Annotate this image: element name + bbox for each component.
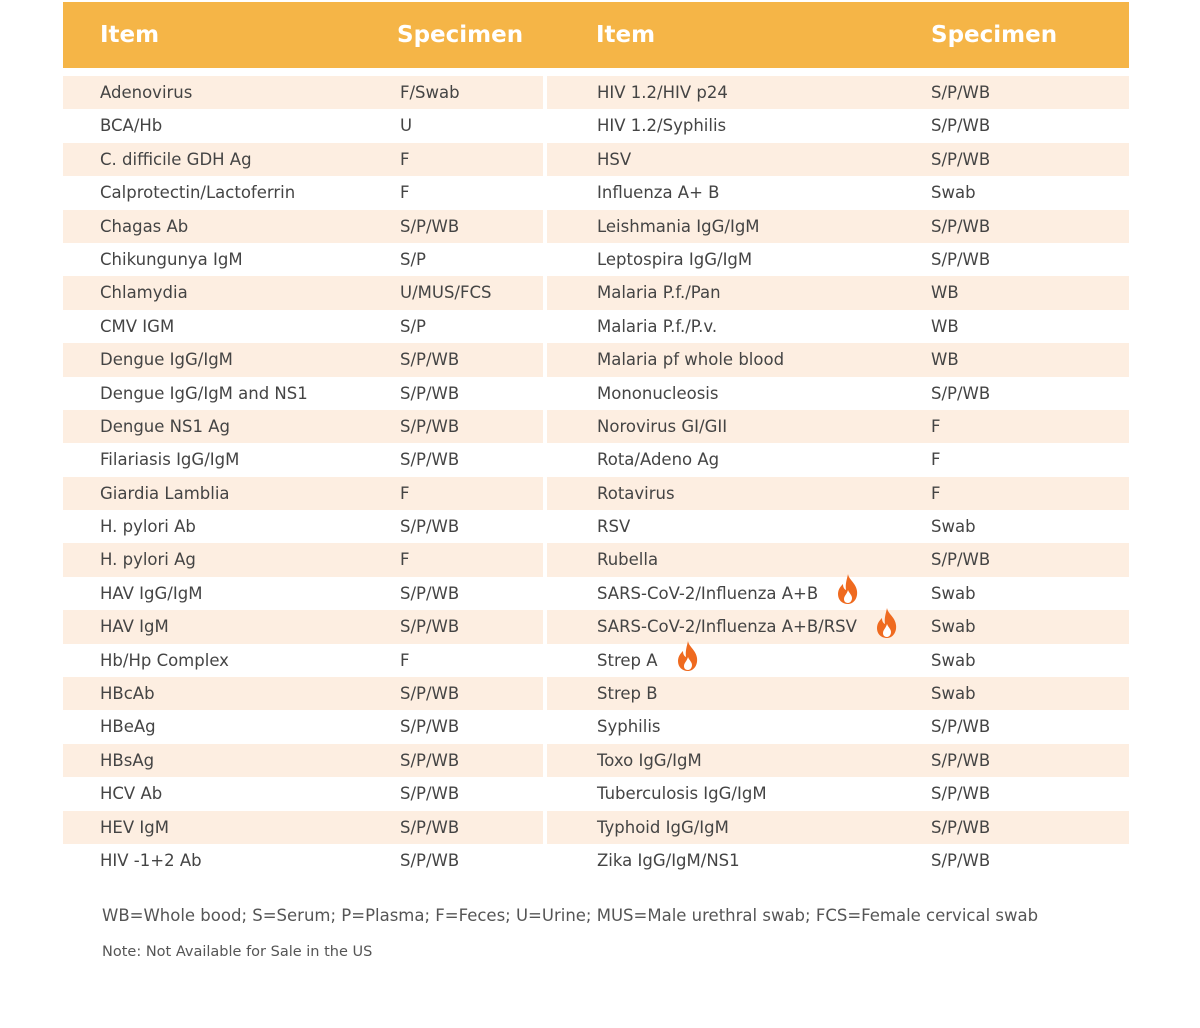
specimen-type: F — [400, 483, 410, 503]
table-row — [547, 610, 1129, 643]
table-row — [547, 210, 1129, 243]
item-name: RSV — [597, 517, 631, 537]
specimen-type: Swab — [931, 684, 976, 704]
item-name: HIV 1.2/Syphilis — [597, 116, 727, 136]
item-name: HSV — [597, 149, 632, 169]
item-name: Calprotectin/Lactoferrin — [100, 183, 296, 203]
specimen-type: S/P/WB — [400, 717, 460, 737]
specimen-type: U/MUS/FCS — [400, 283, 492, 303]
table-row — [547, 710, 1129, 743]
item-name: Leptospira IgG/IgM — [597, 249, 753, 269]
table-row — [547, 76, 1129, 109]
specimen-type: S/P/WB — [400, 216, 460, 236]
specimen-type: S/P — [400, 316, 426, 336]
item-name: Filariasis IgG/IgM — [100, 450, 240, 470]
table-row — [547, 109, 1129, 142]
specimen-type: S/P/WB — [931, 83, 991, 102]
item-name: Chagas Ab — [100, 216, 189, 236]
table-row — [63, 343, 543, 376]
table-row — [63, 744, 543, 777]
left-table-body — [63, 76, 543, 876]
specimen-type: S/P/WB — [931, 717, 991, 737]
specimen-type: U — [400, 116, 413, 136]
item-name: CMV IGM — [100, 316, 175, 336]
table-row — [63, 477, 543, 510]
table-row — [63, 210, 543, 243]
table-row — [547, 477, 1129, 510]
specimen-type: S/P/WB — [931, 116, 991, 136]
specimen-type: Swab — [931, 583, 976, 603]
table-row — [63, 844, 543, 877]
item-name: Influenza A+ B — [597, 183, 720, 203]
item-name: BCA/Hb — [100, 116, 163, 136]
specimen-type: S/P/WB — [931, 149, 991, 169]
specimen-type: WB — [931, 316, 959, 336]
table-row — [547, 777, 1129, 810]
table-row — [63, 377, 543, 410]
table-row — [547, 811, 1129, 844]
specimen-type: S/P/WB — [931, 784, 991, 804]
specimen-type: F — [400, 149, 410, 169]
header-item-left: Item — [100, 22, 160, 48]
item-name: Malaria P.f./P.v. — [597, 316, 718, 336]
item-name: Chlamydia — [100, 283, 188, 303]
table-row — [547, 577, 1129, 610]
table-header — [63, 2, 1129, 68]
table-row — [547, 644, 1129, 677]
item-name: Tuberculosis IgG/IgM — [597, 784, 767, 804]
item-name: Adenovirus — [100, 83, 193, 102]
item-name: HIV 1.2/HIV p24 — [597, 83, 728, 102]
item-name: Strep B — [597, 684, 658, 704]
specimen-type: S/P/WB — [931, 850, 991, 870]
item-name: Zika IgG/IgM/NS1 — [597, 850, 740, 870]
item-name: Malaria P.f./Pan — [597, 283, 721, 303]
header-item-right: Item — [596, 22, 656, 48]
item-name: Hb/Hp Complex — [100, 650, 229, 670]
item-name: Rota/Adeno Ag — [597, 450, 720, 470]
table-row — [63, 510, 543, 543]
specimen-type: WB — [931, 350, 959, 370]
specimen-type: WB — [931, 283, 959, 303]
table-row — [547, 410, 1129, 443]
item-name: SARS-CoV-2/Influenza A+B — [597, 577, 860, 611]
item-name: H. pylori Ag — [100, 550, 196, 570]
table-row — [63, 176, 543, 209]
item-name: HEV IgM — [100, 817, 169, 837]
item-name: Strep A — [597, 644, 700, 678]
specimen-type: S/P/WB — [400, 784, 460, 804]
item-name: Typhoid IgG/IgM — [597, 817, 729, 837]
header-specimen-right: Specimen — [931, 22, 1058, 48]
item-name: Leishmania IgG/IgM — [597, 216, 760, 236]
specimen-type: S/P/WB — [931, 817, 991, 837]
item-name: Dengue IgG/IgM and NS1 — [100, 383, 308, 403]
item-name: HIV -1+2 Ab — [100, 850, 202, 870]
specimen-type: F — [400, 550, 410, 570]
specimen-type: F — [931, 450, 941, 470]
table-row — [547, 443, 1129, 476]
item-name: HBcAb — [100, 684, 155, 704]
table-row — [63, 610, 543, 643]
specimen-type: S/P/WB — [400, 617, 460, 637]
abbreviation-legend: WB=Whole bood; S=Serum; P=Plasma; F=Feces; U=Urine; MUS=Male urethral swab; FCS=Female cervical swab — [102, 906, 1039, 925]
table-row — [63, 677, 543, 710]
item-name: H. pylori Ab — [100, 517, 196, 537]
specimen-type: S/P/WB — [400, 517, 460, 537]
item-name: Malaria pf whole blood — [597, 350, 785, 370]
table-row — [63, 410, 543, 443]
item-name: HAV IgM — [100, 617, 169, 637]
table-row — [63, 310, 543, 343]
specimen-type: S/P/WB — [931, 216, 991, 236]
item-name: Rotavirus — [597, 483, 675, 503]
item-name: Dengue NS1 Ag — [100, 416, 230, 436]
item-name: HCV Ab — [100, 784, 163, 804]
item-name: HAV IgG/IgM — [100, 583, 203, 603]
header-specimen-left: Specimen — [397, 22, 524, 48]
sale-note: Note: Not Available for Sale in the US — [102, 944, 373, 960]
table-row — [63, 109, 543, 142]
item-name: Toxo IgG/IgM — [597, 750, 702, 770]
table-row — [547, 143, 1129, 176]
table-row — [63, 143, 543, 176]
specimen-type: S/P/WB — [400, 817, 460, 837]
table-row — [547, 543, 1129, 576]
item-name: Chikungunya IgM — [100, 249, 243, 269]
table-row — [547, 176, 1129, 209]
specimen-type: F — [931, 416, 941, 436]
specimen-type: S/P/WB — [400, 383, 460, 403]
specimen-type: S/P/WB — [400, 350, 460, 370]
specimen-type: Swab — [931, 517, 976, 537]
table-row — [63, 276, 543, 309]
table-row — [547, 510, 1129, 543]
item-name: Giardia Lamblia — [100, 483, 230, 503]
specimen-type: S/P/WB — [931, 750, 991, 770]
table-row — [547, 343, 1129, 376]
item-name: SARS-CoV-2/Influenza A+B/RSV — [597, 610, 899, 644]
table-row — [63, 443, 543, 476]
table-row — [63, 76, 543, 109]
right-table-body — [547, 76, 1129, 876]
item-name: Dengue IgG/IgM — [100, 350, 233, 370]
specimen-type: S/P/WB — [400, 684, 460, 704]
specimen-type: S/P — [400, 249, 426, 269]
specimen-type: Swab — [931, 650, 976, 670]
table-row — [63, 644, 543, 677]
table-row — [547, 844, 1129, 877]
item-name: Norovirus GI/GII — [597, 416, 728, 436]
item-name: HBsAg — [100, 750, 155, 770]
specimen-type: F/Swab — [400, 83, 460, 102]
item-name: Mononucleosis — [597, 383, 719, 403]
table-row — [547, 243, 1129, 276]
specimen-type: F — [400, 183, 410, 203]
table-row — [63, 577, 543, 610]
table-row — [63, 777, 543, 810]
hot-flame-icon — [836, 573, 860, 605]
hot-flame-icon — [676, 640, 700, 672]
table-row — [63, 811, 543, 844]
specimen-type: F — [400, 650, 410, 670]
specimen-type: F — [931, 483, 941, 503]
specimen-type: Swab — [931, 183, 976, 203]
item-name: HBeAg — [100, 717, 156, 737]
table-row — [63, 543, 543, 576]
item-name: C. difficile GDH Ag — [100, 149, 252, 169]
table-row — [547, 677, 1129, 710]
specimen-type: Swab — [931, 617, 976, 637]
table-row — [63, 710, 543, 743]
table-row — [547, 276, 1129, 309]
specimen-type: S/P/WB — [400, 850, 460, 870]
table-row — [547, 377, 1129, 410]
table-row — [547, 744, 1129, 777]
specimen-type: S/P/WB — [931, 383, 991, 403]
specimen-type: S/P/WB — [931, 249, 991, 269]
item-name: Syphilis — [597, 717, 661, 737]
specimen-type: S/P/WB — [400, 416, 460, 436]
specimen-type: S/P/WB — [400, 583, 460, 603]
specimen-type: S/P/WB — [400, 450, 460, 470]
table-row — [547, 310, 1129, 343]
hot-flame-icon — [875, 607, 899, 639]
item-name: Rubella — [597, 550, 659, 570]
table-row — [63, 243, 543, 276]
specimen-type: S/P/WB — [931, 550, 991, 570]
specimen-type: S/P/WB — [400, 750, 460, 770]
